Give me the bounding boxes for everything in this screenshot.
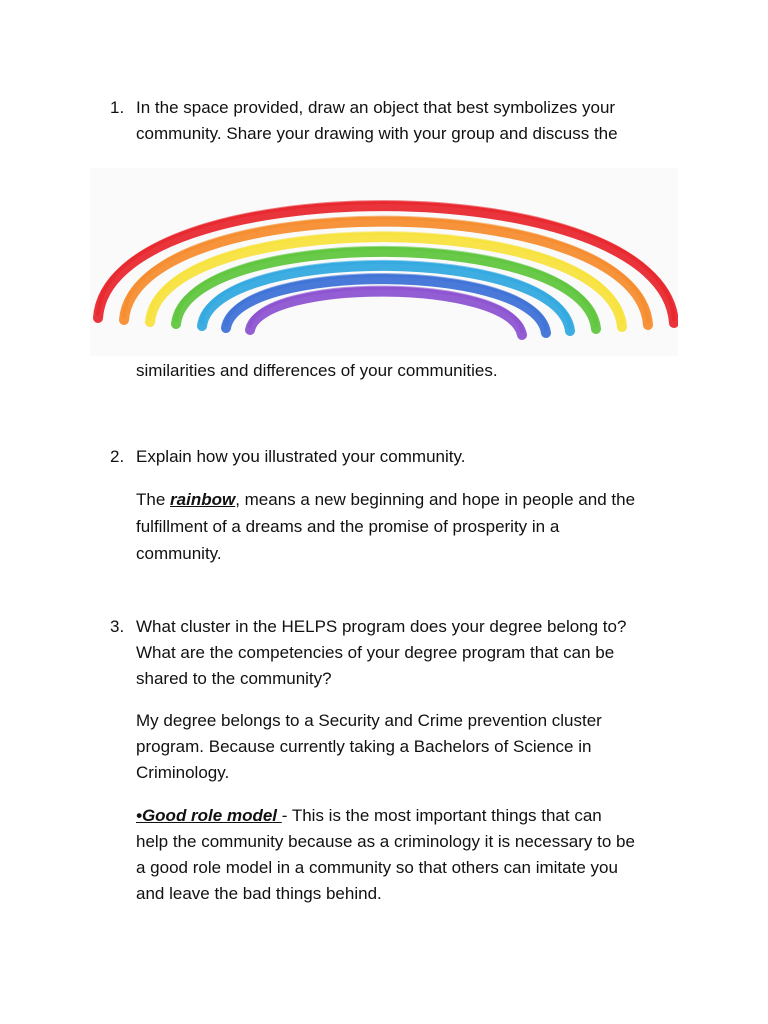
q2-answer-keyword: rainbow — [170, 490, 236, 509]
q1-text-line3: similarities and differences of your communities. — [136, 361, 498, 380]
q3-point-line3: a good role model in a community so that others can imitate you — [136, 858, 618, 877]
q2-text-line1: Explain how you illustrated your community. — [136, 447, 466, 466]
q1-text-line1: In the space provided, draw an object that best symbolizes your — [136, 98, 616, 117]
q3-answer-line2: program. Because currently taking a Bachelors of Science in — [136, 737, 592, 756]
q2-answer-line1-rest: , means a new beginning and hope in people and the — [235, 490, 636, 509]
q1-text-line2: community. Share your drawing with your group and discuss the — [136, 124, 618, 143]
q2-number: 2. — [110, 447, 125, 466]
q2-answer-line1 — [136, 487, 635, 513]
q3-point-line1 — [136, 803, 602, 829]
q3-point-line1-rest: - This is the most important things that can — [281, 806, 602, 825]
q3-point-line2: help the community because as a criminology it is necessary to be — [136, 832, 635, 851]
q3-number: 3. — [110, 617, 125, 636]
q2-answer-line3: community. — [136, 544, 222, 563]
q2-answer-prefix: The — [136, 490, 171, 509]
q3-point-line4: and leave the bad things behind. — [136, 884, 382, 903]
q3-text-line1: What cluster in the HELPS program does your degree belong to? — [136, 617, 627, 636]
q3-answer-line1: My degree belongs to a Security and Crime prevention cluster — [136, 711, 602, 730]
q1-number: 1. — [110, 98, 125, 117]
q3-point-keyword: •Good role model — [136, 806, 282, 825]
q2-answer-line2: fulfillment of a dreams and the promise of prosperity in a — [136, 517, 560, 536]
q3-answer-line3: Criminology. — [136, 763, 230, 782]
q3-text-line3: shared to the community? — [136, 669, 332, 688]
rainbow-drawing-icon — [90, 168, 678, 356]
q3-text-line2: What are the competencies of your degree program that can be — [136, 643, 615, 662]
